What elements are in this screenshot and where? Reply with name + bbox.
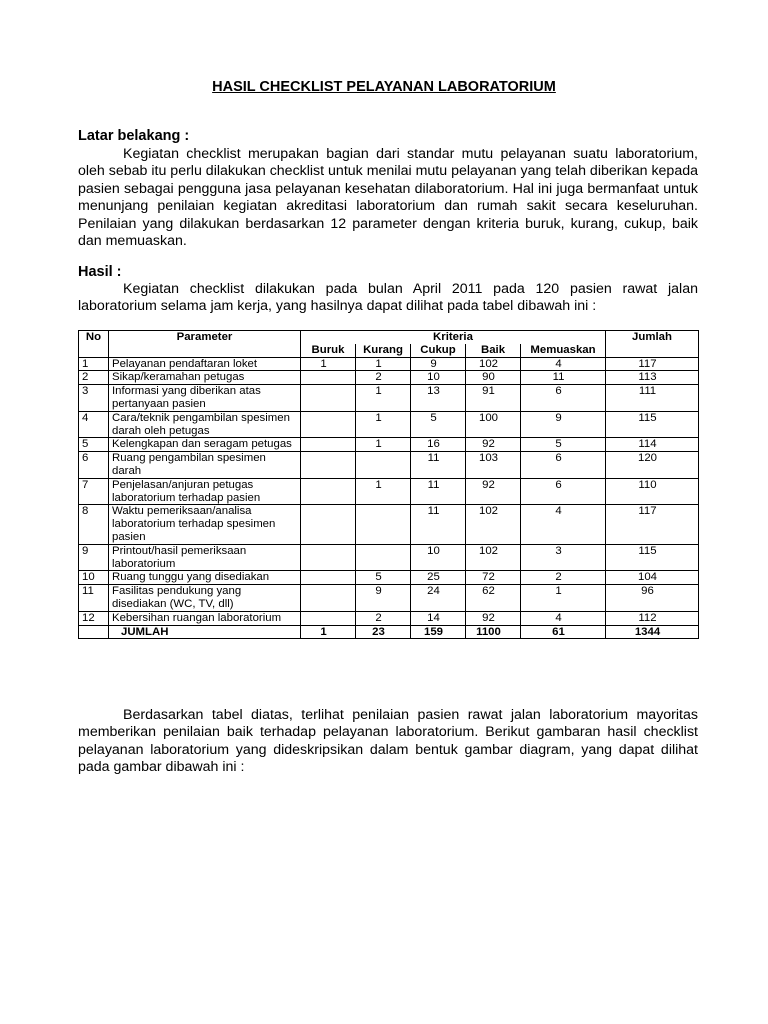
cell-jumlah: 96 (606, 585, 699, 612)
cell-kurang: 1 (356, 438, 411, 452)
cell-baik: 72 (466, 571, 521, 585)
cell-jumlah: 115 (606, 411, 699, 438)
cell-memuaskan: 6 (521, 385, 606, 412)
cell-no: 6 (79, 452, 109, 479)
total-label: JUMLAH (109, 625, 301, 639)
cell-kurang: 9 (356, 585, 411, 612)
cell-baik: 90 (466, 371, 521, 385)
cell-kurang: 5 (356, 571, 411, 585)
cell-baik: 100 (466, 411, 521, 438)
total-memuaskan: 61 (521, 625, 606, 639)
cell-parameter: Fasilitas pendukung yang disediakan (WC, TV, dll) (109, 585, 301, 612)
table-row (79, 411, 699, 438)
cell-parameter: Kelengkapan dan seragam petugas (109, 438, 301, 452)
cell-jumlah: 111 (606, 385, 699, 412)
cell-cukup: 11 (411, 452, 466, 479)
cell-memuaskan: 11 (521, 371, 606, 385)
latar-heading: Latar belakang : (78, 128, 190, 144)
cell-no: 2 (79, 371, 109, 385)
cell-cukup: 25 (411, 571, 466, 585)
cell-buruk: 1 (301, 357, 356, 371)
table-header-row (79, 331, 699, 344)
cell-baik: 91 (466, 385, 521, 412)
header-buruk: Buruk (301, 344, 356, 357)
header-parameter: Parameter (109, 331, 301, 358)
cell-kurang: 1 (356, 357, 411, 371)
cell-no: 1 (79, 357, 109, 371)
cell-memuaskan: 6 (521, 452, 606, 479)
table-row (79, 585, 699, 612)
table-row (79, 571, 699, 585)
cell-kurang (356, 544, 411, 571)
cell-memuaskan: 4 (521, 357, 606, 371)
total-baik: 1100 (466, 625, 521, 639)
cell-parameter: Sikap/keramahan petugas (109, 371, 301, 385)
hasil-paragraph (78, 281, 698, 316)
cell-cukup: 16 (411, 438, 466, 452)
cell-jumlah: 117 (606, 357, 699, 371)
table-row (79, 505, 699, 544)
cell-jumlah: 110 (606, 478, 699, 505)
cell-no: 8 (79, 505, 109, 544)
page-title: HASIL CHECKLIST PELAYANAN LABORATORIUM (212, 79, 556, 95)
total-no-cell (79, 625, 109, 639)
cell-buruk (301, 478, 356, 505)
table-row (79, 357, 699, 371)
cell-no: 11 (79, 585, 109, 612)
cell-baik: 102 (466, 357, 521, 371)
cell-parameter: Penjelasan/anjuran petugas laboratorium terhadap pasien (109, 478, 301, 505)
cell-kurang: 1 (356, 385, 411, 412)
cell-memuaskan: 9 (521, 411, 606, 438)
table-total-row (79, 625, 699, 639)
cell-buruk (301, 452, 356, 479)
table-row (79, 452, 699, 479)
cell-baik: 102 (466, 505, 521, 544)
cell-baik: 92 (466, 611, 521, 625)
conclusion-text: Berdasarkan tabel diatas, terlihat penilaian pasien rawat jalan laboratorium mayoritas memberikan penilaian baik terhadap pelayanan laboratorium. Berikut gambaran hasil checklist pelayanan laboratorium yang dideskripsikan dalam bentuk gambar diagram, yang dapat dilihat pada gambar dibawah ini : (78, 707, 698, 776)
header-jumlah: Jumlah (606, 331, 699, 358)
latar-text: Kegiatan checklist merupakan bagian dari standar mutu pelayanan suatu laboratorium, oleh sebab itu perlu dilakukan checklist untuk menilai mutu pelayanan yang telah diberikan kepada pasien sebagai pengguna jasa pelayanan kesehatan dilaboratorium. Hal ini juga bermanfaat untuk menunjang penilaian kegiatan akreditasi laboratorium dan rumah sakit secara keseluruhan. Penilaian yang dilakukan berdasarkan 12 parameter dengan kriteria buruk, kurang, cukup, baik dan memuaskan. (78, 146, 698, 250)
cell-parameter: Printout/hasil pemeriksaan laboratorium (109, 544, 301, 571)
cell-memuaskan: 2 (521, 571, 606, 585)
cell-no: 12 (79, 611, 109, 625)
hasil-text: Kegiatan checklist dilakukan pada bulan April 2011 pada 120 pasien rawat jalan laboratorium selama jam kerja, yang hasilnya dapat dilihat pada tabel dibawah ini : (78, 281, 698, 315)
cell-memuaskan: 4 (521, 611, 606, 625)
conclusion-paragraph (78, 707, 698, 777)
cell-jumlah: 117 (606, 505, 699, 544)
cell-baik: 92 (466, 478, 521, 505)
header-cukup: Cukup (411, 344, 466, 357)
cell-buruk (301, 371, 356, 385)
cell-no: 7 (79, 478, 109, 505)
cell-buruk (301, 585, 356, 612)
cell-memuaskan: 4 (521, 505, 606, 544)
cell-baik: 103 (466, 452, 521, 479)
table-row (79, 385, 699, 412)
header-baik: Baik (466, 344, 521, 357)
cell-baik: 92 (466, 438, 521, 452)
header-kriteria: Kriteria (301, 331, 606, 344)
cell-buruk (301, 544, 356, 571)
table-row (79, 478, 699, 505)
table-body (79, 357, 699, 625)
table-row (79, 544, 699, 571)
cell-buruk (301, 611, 356, 625)
total-kurang: 23 (356, 625, 411, 639)
table-row (79, 611, 699, 625)
cell-kurang: 2 (356, 611, 411, 625)
cell-jumlah: 113 (606, 371, 699, 385)
cell-parameter: Kebersihan ruangan laboratorium (109, 611, 301, 625)
cell-kurang (356, 505, 411, 544)
cell-buruk (301, 571, 356, 585)
cell-jumlah: 115 (606, 544, 699, 571)
latar-paragraph (78, 146, 698, 250)
header-kurang: Kurang (356, 344, 411, 357)
table-row (79, 438, 699, 452)
cell-buruk (301, 505, 356, 544)
results-table (78, 330, 699, 639)
cell-buruk (301, 385, 356, 412)
cell-memuaskan: 3 (521, 544, 606, 571)
cell-buruk (301, 411, 356, 438)
cell-baik: 102 (466, 544, 521, 571)
cell-no: 5 (79, 438, 109, 452)
header-memuaskan: Memuaskan (521, 344, 606, 357)
cell-parameter: Ruang pengambilan spesimen darah (109, 452, 301, 479)
cell-memuaskan: 1 (521, 585, 606, 612)
cell-kurang: 1 (356, 478, 411, 505)
cell-jumlah: 114 (606, 438, 699, 452)
cell-cukup: 11 (411, 505, 466, 544)
cell-parameter: Pelayanan pendaftaran loket (109, 357, 301, 371)
hasil-heading: Hasil : (78, 264, 122, 280)
cell-kurang (356, 452, 411, 479)
cell-cukup: 10 (411, 371, 466, 385)
cell-parameter: Waktu pemeriksaan/analisa laboratorium terhadap spesimen pasien (109, 505, 301, 544)
cell-no: 9 (79, 544, 109, 571)
cell-memuaskan: 6 (521, 478, 606, 505)
cell-no: 10 (79, 571, 109, 585)
cell-cukup: 14 (411, 611, 466, 625)
total-jumlah: 1344 (606, 625, 699, 639)
cell-jumlah: 112 (606, 611, 699, 625)
cell-parameter: Ruang tunggu yang disediakan (109, 571, 301, 585)
cell-parameter: Cara/teknik pengambilan spesimen darah oleh petugas (109, 411, 301, 438)
total-cukup: 159 (411, 625, 466, 639)
cell-cukup: 5 (411, 411, 466, 438)
table-row (79, 371, 699, 385)
cell-cukup: 13 (411, 385, 466, 412)
cell-kurang: 2 (356, 371, 411, 385)
total-buruk: 1 (301, 625, 356, 639)
cell-no: 3 (79, 385, 109, 412)
cell-cukup: 24 (411, 585, 466, 612)
cell-jumlah: 120 (606, 452, 699, 479)
cell-kurang: 1 (356, 411, 411, 438)
cell-cukup: 11 (411, 478, 466, 505)
cell-baik: 62 (466, 585, 521, 612)
cell-no: 4 (79, 411, 109, 438)
cell-memuaskan: 5 (521, 438, 606, 452)
cell-parameter: Informasi yang diberikan atas pertanyaan pasien (109, 385, 301, 412)
header-no: No (79, 331, 109, 358)
cell-jumlah: 104 (606, 571, 699, 585)
cell-buruk (301, 438, 356, 452)
cell-cukup: 9 (411, 357, 466, 371)
cell-cukup: 10 (411, 544, 466, 571)
